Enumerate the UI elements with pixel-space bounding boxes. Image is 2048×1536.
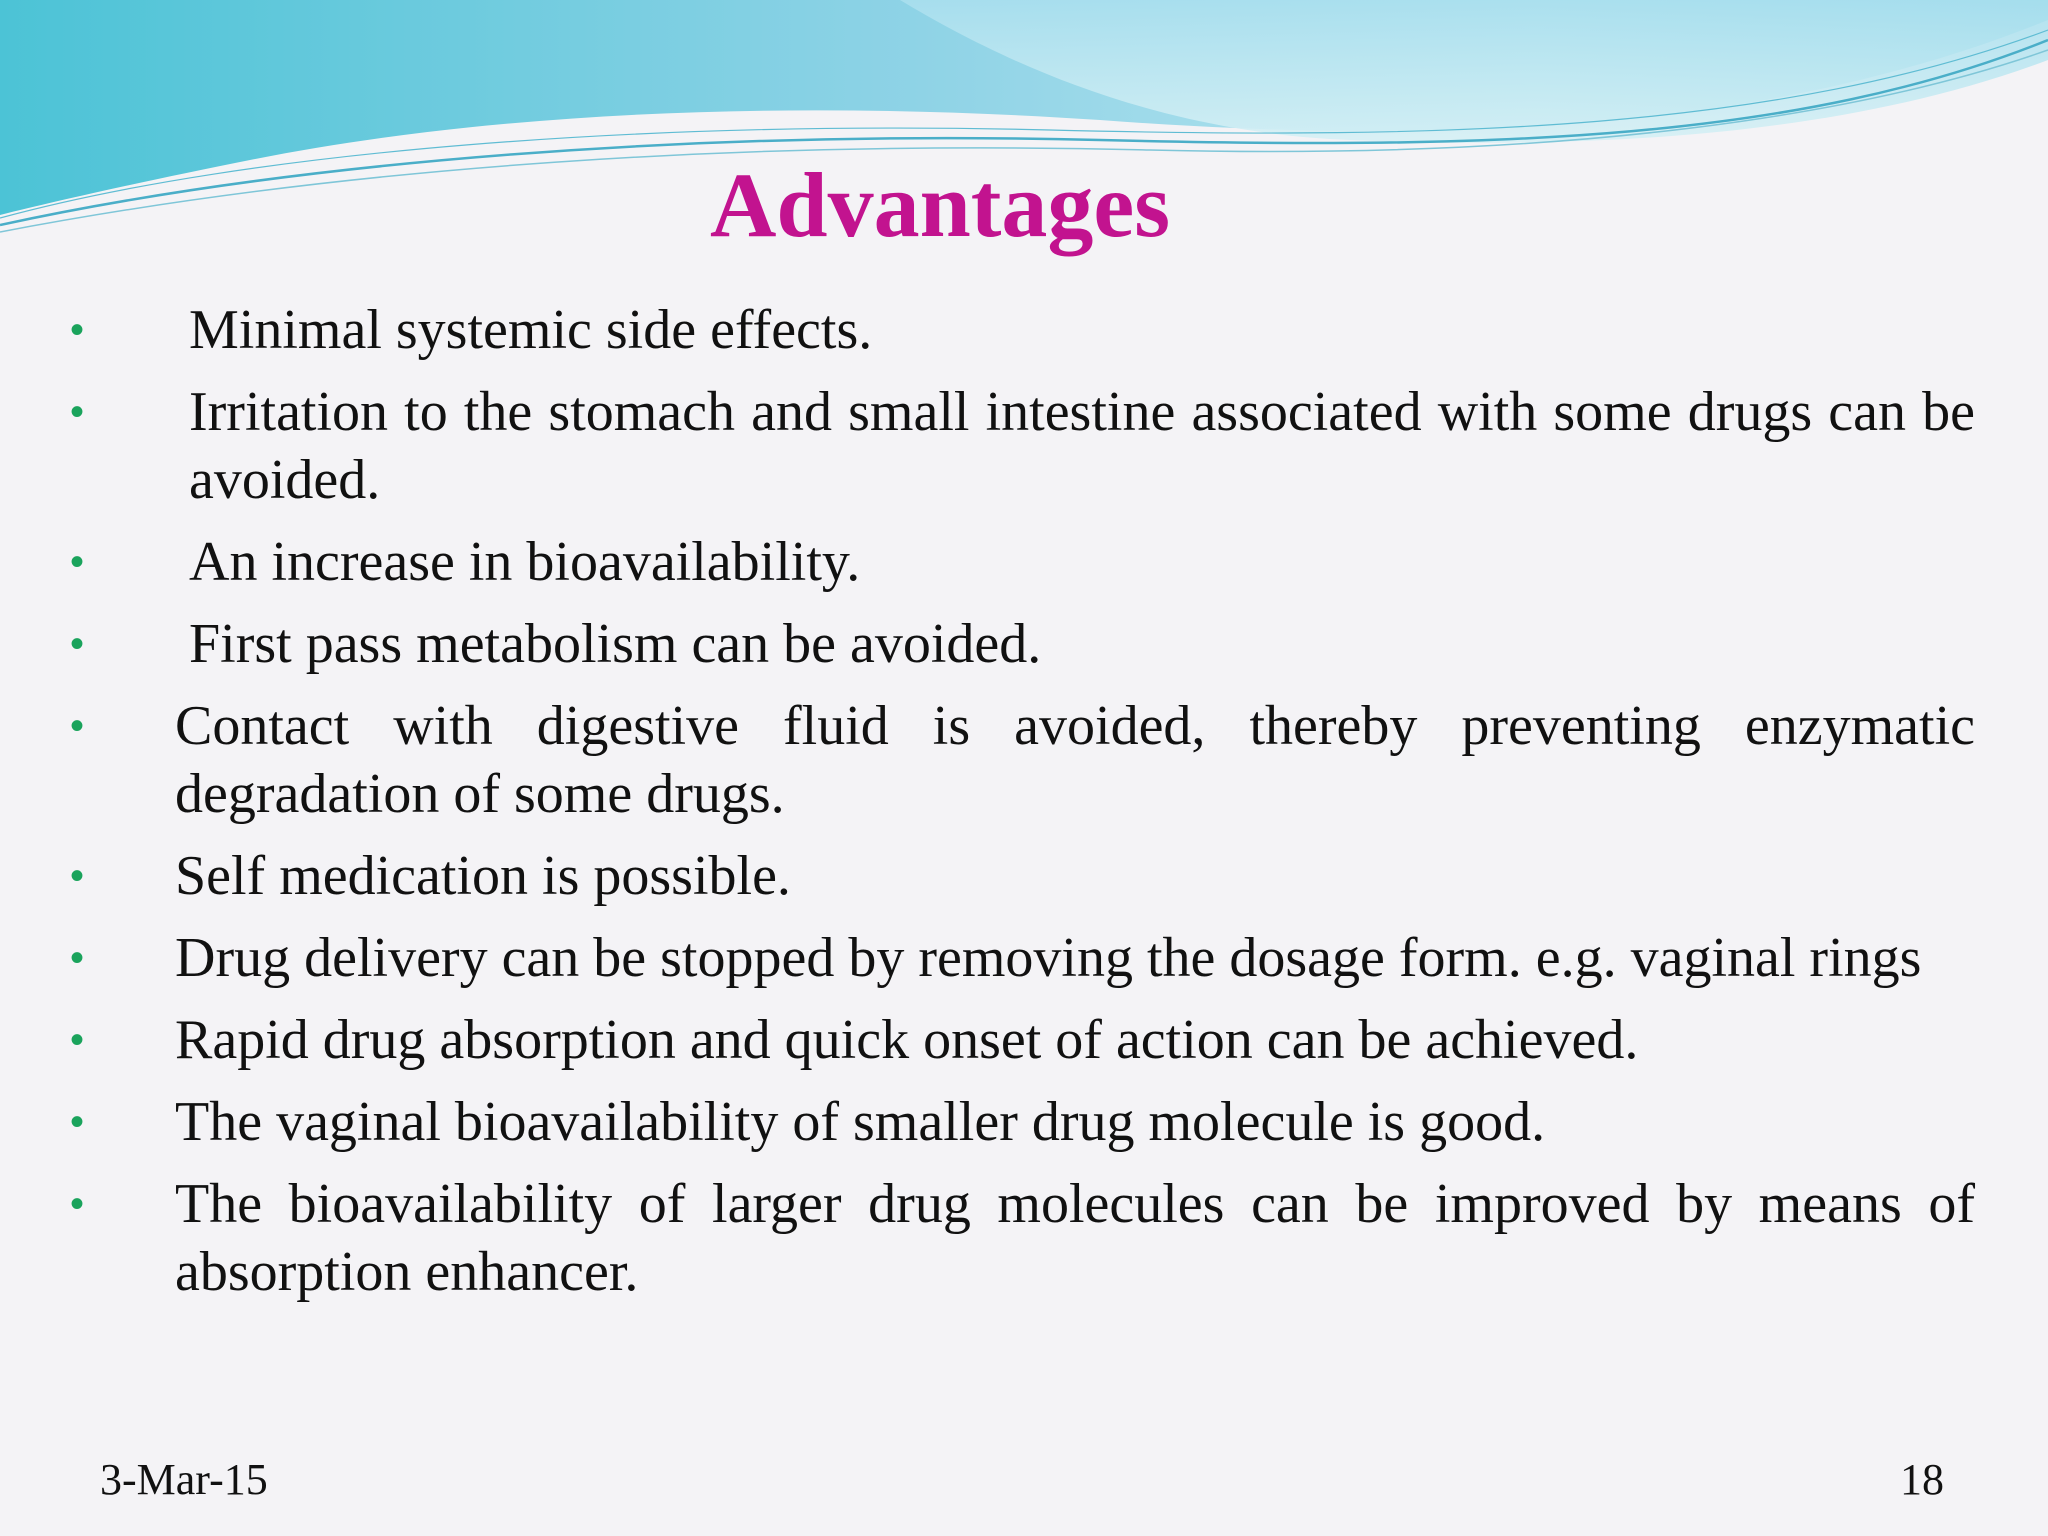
slide-date: 3-Mar-15 (100, 1455, 268, 1504)
slide-title: Advantages (709, 154, 1171, 256)
bullet-icon: • (70, 1100, 85, 1144)
list-item-text: Drug delivery can be stopped by removing the dosage form. e.g. vaginal rings (175, 927, 1922, 989)
list-item-text: Minimal systemic side effects. (189, 299, 873, 361)
bullet-icon: • (70, 936, 85, 980)
list-item-text: Irritation to the stomach and small intestine associated with some drugs can be avoided. (189, 381, 1975, 511)
bullet-icon: • (70, 1018, 85, 1062)
list-item (0, 528, 2048, 596)
bullet-icon: • (70, 854, 85, 898)
list-item-text: An increase in bioavailability. (189, 531, 861, 593)
list-item (0, 842, 2048, 910)
bullet-list (0, 296, 2048, 1320)
list-item (0, 1088, 2048, 1156)
bullet-icon: • (70, 704, 85, 748)
list-item (0, 378, 2048, 514)
bullet-icon: • (70, 540, 85, 584)
list-item-text: The vaginal bioavailability of smaller drug molecule is good. (175, 1091, 1546, 1153)
slide-page-number: 18 (1900, 1455, 1944, 1504)
list-item (0, 296, 2048, 364)
list-item (0, 610, 2048, 678)
bullet-icon: • (70, 390, 85, 434)
bullet-icon: • (70, 1182, 85, 1226)
list-item (0, 692, 2048, 828)
list-item (0, 1170, 2048, 1306)
bullet-icon: • (70, 308, 85, 352)
list-item (0, 1006, 2048, 1074)
list-item-text: Rapid drug absorption and quick onset of action can be achieved. (175, 1009, 1639, 1071)
list-item-text: Contact with digestive fluid is avoided, thereby preventing enzymatic degradation of some drugs. (175, 695, 1975, 825)
list-item-text: The bioavailability of larger drug molecules can be improved by means of absorption enhancer. (175, 1173, 1975, 1303)
bullet-icon: • (70, 622, 85, 666)
list-item-text: First pass metabolism can be avoided. (189, 613, 1042, 675)
list-item (0, 924, 2048, 992)
list-item-text: Self medication is possible. (175, 845, 791, 907)
